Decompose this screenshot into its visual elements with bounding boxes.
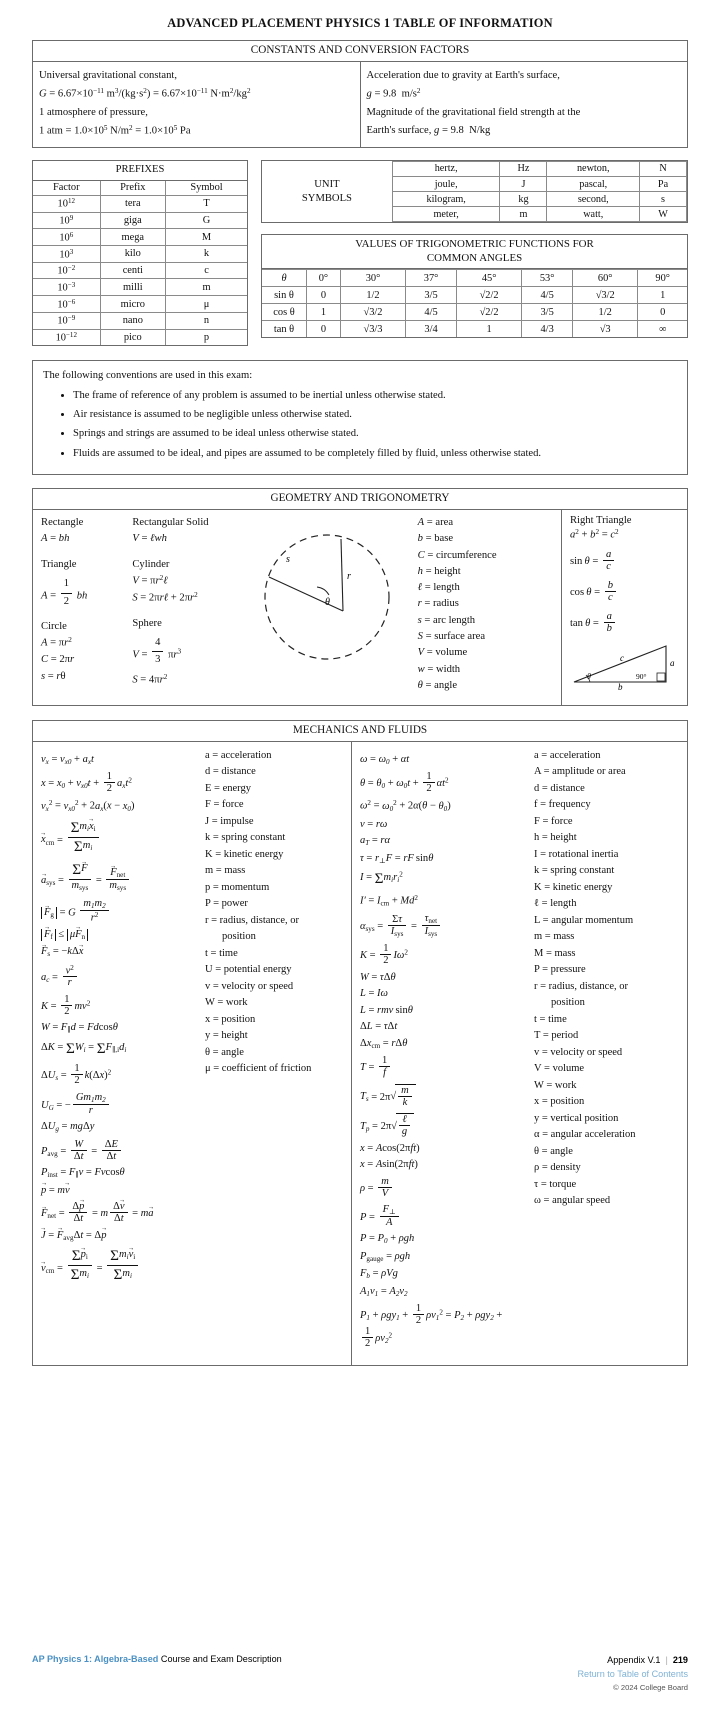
definition-item: ρ = density: [534, 1162, 581, 1174]
table-row: [262, 321, 687, 338]
definition-item: L = angular momentum: [534, 914, 634, 926]
trig-function: cos θ: [262, 304, 307, 321]
conventions-box: [32, 360, 688, 475]
constants-right-line-3: Magnitude of the gravitational field strength at the: [366, 106, 581, 118]
unit-symbol: J: [500, 176, 547, 191]
trig-value: 1: [307, 304, 341, 321]
prefixes-header: PREFIXES: [33, 161, 247, 181]
equation: $a_c$ = $\frac{v^2}{r}$: [41, 964, 191, 989]
constants-left-line-3: 1 atmosphere of pressure,: [39, 106, 148, 118]
unit-symbol: m: [500, 207, 547, 222]
equation: $I' = I_{cm} + Md^2$: [360, 893, 418, 908]
prefix-symbol: M: [166, 229, 247, 246]
legend-item: w = width: [417, 663, 461, 675]
equation: $a_T = r\alpha$: [360, 835, 390, 848]
prefix-name: mega: [100, 229, 165, 246]
equation: $\Delta U_s$ = $\frac{1}{2}$ $k(\Delta x)^2$: [41, 1063, 112, 1087]
equation: $F_b = \rho Vg$: [360, 1268, 398, 1281]
right-triangle-sin: sin θ = $\frac{a}{c}$: [570, 549, 680, 572]
equation: ΔL = τΔt: [360, 1021, 398, 1033]
trig-value: √3/3: [340, 321, 405, 338]
triangle-label-theta: θ: [586, 671, 591, 681]
legend-item: A = area: [417, 516, 454, 528]
pythagorean-theorem: $a^2 + b^2 = c^2$: [569, 527, 619, 541]
constants-left-line-1: Universal gravitational constant,: [39, 69, 177, 81]
prefixes-col-prefix: Prefix: [100, 181, 165, 196]
unit-symbols-label-line2: SYMBOLS: [301, 192, 352, 204]
trig-angle: 30°: [340, 270, 405, 287]
table-row: $10^{-12}$ pico p: [33, 329, 247, 345]
mechanics-definitions-linear: [197, 742, 351, 1365]
definition-item: ω = angular speed: [534, 1195, 611, 1207]
unit-name: hertz,: [392, 161, 500, 176]
trig-value: 4/5: [406, 304, 457, 321]
unit-symbol: W: [640, 207, 687, 222]
definition-item: v = velocity or speed: [205, 980, 294, 992]
equation: $\Delta K = \Sigma W_i = \Sigma F_{\parallel,i}d_i$: [41, 1039, 127, 1057]
trig-values-header: [262, 235, 687, 269]
footer-copyright: © 2024 College Board: [613, 1682, 688, 1692]
equation: $x \to_{cm}$ = $\frac{\Sigma m_ix \to_i}{\Sigma m_i}$: [41, 819, 191, 856]
shape-circle: [41, 619, 117, 685]
equation: K = $\frac{1}{2}$ $mv^2$: [41, 993, 91, 1017]
definition-item: p = momentum: [205, 881, 270, 893]
equation: $\tau = r_\perp F$ = rF sinθ: [360, 852, 434, 865]
definition-item: y = height: [205, 1030, 248, 1042]
table-row: [262, 304, 687, 321]
right-triangle-diagram-svg: [570, 638, 680, 690]
equation: $F \to_f \le \mu F \to_n$: [41, 929, 191, 941]
constants-right-line-1: Acceleration due to gravity at Earth's surface,: [366, 69, 560, 81]
prefixes-col-factor: Factor: [53, 182, 80, 194]
definition-item: μ = coefficient of friction: [205, 1063, 312, 1075]
trig-theta-label: θ: [262, 270, 307, 287]
equation: x = Asin(2πft): [360, 1159, 418, 1170]
shape-equation: S = 2πrℓ + $2\pi r^2$: [132, 591, 198, 604]
unit-symbols-label-line1: UNIT: [314, 178, 340, 190]
return-to-toc-link[interactable]: Return to Table of Contents: [577, 1668, 688, 1679]
definition-item: f = frequency: [534, 799, 591, 811]
triangle-label-c: c: [619, 652, 624, 663]
equation: $P_1 + \rho gy_1$ + $\frac{1}{2}$ $\rho v_1^2 = P_2 + \rho gy_2$ + $\frac{1}{2}$ $\rho v_2^2$: [360, 1303, 503, 1350]
unit-name: second,: [547, 192, 640, 207]
trig-value: 0: [307, 287, 341, 304]
geometry-shapes-column-2: [124, 510, 246, 705]
trig-angle: 37°: [406, 270, 457, 287]
definition-item: α = angular acceleration: [534, 1129, 636, 1141]
equation: v = rω: [360, 818, 388, 830]
table-row: $10^{-9}$ nano n: [33, 312, 247, 329]
triangle-label-a: a: [669, 657, 675, 668]
trig-value: 3/5: [522, 304, 573, 321]
trig-angle: 60°: [573, 270, 638, 287]
list-item: • Air resistance is assumed to be negligible unless otherwise stated.: [73, 407, 677, 423]
equation: $\omega^2 = \omega_0^2 + 2\alpha(\theta - \theta_0)$: [360, 799, 451, 814]
definition-item: K = kinetic energy: [205, 848, 284, 860]
list-item: • Fluids are assumed to be ideal, and pipes are assumed to be completely filled by fluid, unless otherwise stated.: [73, 446, 677, 462]
right-triangle-cos: cos θ = $\frac{b}{c}$: [570, 580, 680, 603]
shape-name: Triangle: [41, 558, 77, 570]
shape-equation: A = bh: [41, 533, 70, 545]
equation: P = $\frac{F_\perp}{A}$: [360, 1204, 520, 1228]
trig-value: 0: [307, 321, 341, 338]
definition-item: V = volume: [534, 1063, 585, 1075]
equation: $P_{inst} = F_\parallel v = Fvcos\theta$: [41, 1167, 125, 1180]
shape-equation: V = $\frac{4}{3}$ $\pi r^3$: [132, 636, 182, 665]
definition-item: r = radius, distance, or: [205, 914, 299, 926]
right-triangle-tan: tan θ = $\frac{a}{b}$: [570, 611, 680, 634]
equation: $v_x^2 = v_{x0}^2 + 2a_x(x - x_0)$: [41, 799, 135, 814]
constants-right-column: [361, 62, 688, 147]
footer-right: [577, 1654, 688, 1693]
legend-item: h = height: [417, 565, 461, 577]
equation: $A_1v_1 = A_2v_2$: [360, 1285, 408, 1298]
triangle-label-90deg: 90°: [635, 671, 647, 681]
equation: K = $\frac{1}{2}$ $I\omega^2$: [360, 943, 408, 967]
geometry-header: GEOMETRY AND TRIGONOMETRY: [33, 489, 687, 510]
equation: p → = mv →: [41, 1185, 191, 1196]
equation: $v_x = v_{x0} + a_xt$: [41, 753, 94, 766]
trig-value: √3/2: [340, 304, 405, 321]
prefix-name: nano: [100, 312, 165, 329]
unit-symbol: N: [640, 161, 687, 176]
equation: $W = F_\parallel d = Fdcos\theta$: [41, 1022, 118, 1035]
unit-symbol: Pa: [640, 176, 687, 191]
constants-right-line-2: g = 9.8 $m/s^2$: [366, 86, 421, 100]
definition-item: a = acceleration: [205, 750, 272, 761]
legend-item: C = circumference: [417, 549, 497, 561]
table-row: $10^{-6}$ micro μ: [33, 296, 247, 313]
table-row: $10^{-3}$ milli m: [33, 279, 247, 296]
definition-item: K = kinetic energy: [534, 881, 613, 893]
equation: $F \to_g = G$ $\frac{m_1m_2}{r^2}$: [41, 898, 191, 924]
definition-item: M = mass: [534, 947, 576, 959]
table-row-header: [33, 181, 247, 196]
footer-brand: AP Physics 1: Algebra-Based: [32, 1654, 159, 1665]
unit-name: newton,: [547, 161, 640, 176]
equation: T = $\frac{1}{f}$: [360, 1055, 520, 1078]
equation: $P = P_0 + \rho gh$: [360, 1233, 415, 1246]
definition-item: x = position: [205, 1013, 256, 1025]
equation: L = Iω: [360, 988, 388, 1000]
trig-value: 3/4: [406, 321, 457, 338]
shape-equation: C = 2πr: [41, 654, 75, 666]
equation: ρ = $\frac{m}{V}$: [360, 1176, 520, 1199]
prefix-name: giga: [100, 212, 165, 229]
definition-item: J = impulse: [205, 815, 254, 827]
equation: $x = x_0 + v_{x0}t$ + $\frac{1}{2}$ $a_xt^2$: [41, 770, 132, 794]
prefix-symbol: c: [166, 262, 247, 279]
trig-value: 4/3: [522, 321, 573, 338]
definition-item: k = spring constant: [534, 865, 615, 877]
shape-rectangle: [41, 515, 117, 548]
equation: $v \to_{cm}$ = $\frac{\Sigma p \to_i}{\Sigma m_i}$ = $\frac{\Sigma m_iv \to_i}{\Sigma m_i}$: [41, 1247, 191, 1284]
trig-value: 1: [638, 287, 687, 304]
table-row: [262, 287, 687, 304]
shape-rectangular-solid: [132, 515, 239, 548]
shape-name: Cylinder: [132, 558, 170, 570]
definition-item: r = radius, distance, or: [534, 980, 628, 992]
prefix-name: kilo: [100, 245, 165, 262]
constants-header: CONSTANTS AND CONVERSION FACTORS: [33, 41, 687, 62]
constants-left-line-4: 1 atm = $1.0\times 10^5$ $N/m^2 = 1.0\times 10^5$ Pa: [39, 123, 191, 137]
definition-item: W = work: [534, 1079, 577, 1091]
shape-equation: s = rθ: [41, 670, 66, 682]
geometry-shapes-column-1: [33, 510, 124, 705]
conventions-intro: The following conventions are used in this exam:: [43, 370, 253, 382]
table-row: [262, 161, 687, 176]
equation: $\Delta U_g = mg\Delta y$: [41, 1121, 95, 1134]
shape-name: Circle: [41, 620, 67, 632]
prefixes-col-symbol: Symbol: [166, 181, 247, 196]
table-row: $10^6$ mega M: [33, 229, 247, 246]
definition-item: E = energy: [205, 782, 251, 794]
trig-values-table: [261, 234, 688, 338]
prefix-name: centi: [100, 262, 165, 279]
shape-name: Rectangle: [41, 516, 84, 528]
page-footer: [32, 1654, 688, 1693]
definition-item: d = distance: [534, 782, 585, 794]
trig-header-line2: COMMON ANGLES: [426, 251, 523, 264]
conventions-list: [43, 388, 677, 462]
definition-item: θ = angle: [205, 1046, 244, 1058]
definition-item: h = height: [534, 832, 577, 844]
shape-sphere: [132, 616, 239, 689]
prefixes-table: [32, 160, 248, 347]
table-row: $10^{12}$ tera T: [33, 195, 247, 212]
equation: x = Acos(2πft): [360, 1142, 420, 1154]
equation: $\theta = \theta_0 + \omega_0t$ + $\frac{1}{2}$ $\alpha t^2$: [360, 770, 449, 794]
equation: $\alpha_{sys}$ = $\frac{\Sigma\tau}{I_{sys}}$ = $\frac{\tau_{net}}{I_{sys}}$: [360, 913, 520, 938]
trig-value: 0: [638, 304, 687, 321]
definition-item: m = mass: [534, 931, 575, 943]
definition-item: A = amplitude or area: [534, 766, 626, 778]
prefix-symbol: T: [166, 195, 247, 212]
table-row-header: [262, 270, 687, 287]
definition-item: θ = angle: [534, 1145, 573, 1157]
unit-name: watt,: [547, 207, 640, 222]
prefix-symbol: G: [166, 212, 247, 229]
equation: $I = \Sigma m_ir_i^2$: [360, 870, 403, 887]
trig-value: 1/2: [340, 287, 405, 304]
prefix-symbol: μ: [166, 296, 247, 313]
prefix-symbol: p: [166, 329, 247, 345]
mechanics-section: [32, 720, 688, 1366]
definition-item: t = time: [205, 947, 238, 959]
arc-label-s: s: [285, 553, 290, 565]
prefix-symbol: k: [166, 245, 247, 262]
list-item: • Springs and strings are assumed to be ideal unless otherwise stated.: [73, 426, 677, 442]
unit-symbol: kg: [500, 192, 547, 207]
trig-value: √3/2: [573, 287, 638, 304]
definition-item: k = spring constant: [205, 832, 286, 844]
definition-item: t = time: [534, 1013, 567, 1025]
shape-equation: $A = \pi r^2$: [41, 636, 72, 649]
unit-name: joule,: [392, 176, 500, 191]
equation: $P_{gauge} = \rho gh$: [360, 1250, 411, 1263]
table-row: $10^9$ giga G: [33, 212, 247, 229]
equation: $T_s = 2\pi√$ $\frac{m}{k}$: [360, 1084, 520, 1108]
prefix-name: tera: [100, 195, 165, 212]
equation: $\omega = \omega_0 + \alpha t$: [360, 753, 410, 766]
definition-item: ℓ = length: [534, 898, 577, 910]
equation: $P_{avg}$ = $\frac{W}{\Delta t}$ = $\frac{\Delta E}{\Delta t}$: [41, 1139, 191, 1162]
angle-label-theta: θ: [324, 596, 330, 608]
legend-item: θ = angle: [417, 680, 458, 692]
definition-item: P = power: [205, 898, 248, 910]
equation: $U_G$ = − $\frac{Gm_1m_2}{r}$: [41, 1092, 191, 1116]
geometry-section: [32, 488, 688, 706]
trig-function: sin θ: [262, 287, 307, 304]
legend-item: ℓ = length: [417, 582, 460, 594]
right-triangle-title: Right Triangle: [569, 514, 632, 526]
trig-value: √3: [573, 321, 638, 338]
shape-triangle: [41, 557, 117, 610]
shape-cylinder: [132, 557, 239, 607]
footer-appendix: Appendix V.1: [607, 1655, 661, 1666]
geometry-legend: [410, 510, 561, 705]
table-row: $10^3$ kilo k: [33, 245, 247, 262]
circle-diagram-svg: [255, 515, 403, 680]
unit-symbol: Hz: [500, 161, 547, 176]
equation: J → = $F \to_{avg}\Delta t = \Delta p$ →: [41, 1230, 191, 1242]
definition-item: v = velocity or speed: [534, 1046, 623, 1058]
shape-equation: A = $\frac{1}{2}$ bh: [41, 578, 88, 607]
definition-item: P = pressure: [534, 964, 586, 976]
equation: L = rmv sinθ: [360, 1004, 413, 1016]
circle-arc-diagram: [247, 510, 410, 705]
definition-item-continuation: position: [222, 931, 256, 943]
prefix-name: micro: [100, 296, 165, 313]
trig-value: 3/5: [406, 287, 457, 304]
footer-appendix-line: Appendix V.1 | 219: [607, 1655, 688, 1666]
definition-item: m = mass: [205, 865, 246, 877]
constants-table: [32, 40, 688, 148]
definition-item: x = position: [534, 1096, 585, 1108]
trig-header-line1: VALUES OF TRIGONOMETRIC FUNCTIONS FOR: [355, 238, 594, 251]
radius-label-r: r: [346, 570, 351, 582]
shape-equation: V = ℓwh: [132, 533, 167, 545]
definition-item: d = distance: [205, 766, 256, 778]
trig-angle: 90°: [638, 270, 687, 287]
footer-left: [32, 1654, 282, 1693]
legend-item: r = radius: [417, 598, 459, 610]
trig-value: ∞: [638, 321, 687, 338]
definition-item: F = force: [534, 815, 573, 827]
triangle-label-b: b: [617, 681, 623, 690]
trig-value: 4/5: [522, 287, 573, 304]
definition-item: I = rotational inertia: [534, 848, 619, 860]
trig-value: √2/2: [456, 287, 521, 304]
equation: $T_p = 2\pi√$ $\frac{\text{ℓ}}{g}$: [360, 1113, 520, 1137]
constants-left-line-2: $G = 6.67\times 10^{-11}$ $m^3/(kg\cdot s^2) = 6.67\times 10^{-11}$ $N\cdot m^2/kg^2$: [39, 86, 251, 100]
unit-symbol: s: [640, 192, 687, 207]
definition-item: τ = torque: [534, 1178, 577, 1190]
definition-item: F = force: [205, 799, 244, 811]
definition-item: W = work: [205, 997, 248, 1009]
footer-page-number: 219: [672, 1655, 688, 1666]
list-item: • The frame of reference of any problem is assumed to be inertial unless otherwise stated.: [73, 388, 677, 404]
definition-item: T = period: [534, 1030, 579, 1042]
shape-equation: $S = 4\pi r^2$: [132, 673, 168, 686]
unit-symbols-table: [261, 160, 688, 224]
equation: $F \to_{net}$ = $\frac{\Delta p \to}{\Delta t}$ = m $\frac{\Delta v \to}{\Delta t}$ = ma →: [41, 1201, 191, 1224]
right-triangle-section: [561, 510, 687, 705]
legend-item: s = arc length: [417, 614, 476, 626]
table-row: $10^{-2}$ centi c: [33, 262, 247, 279]
trig-value: 1/2: [573, 304, 638, 321]
prefix-name: milli: [100, 279, 165, 296]
prefix-symbol: m: [166, 279, 247, 296]
legend-item: S = surface area: [417, 631, 486, 643]
mechanics-definitions-rotational: [526, 742, 687, 1365]
shape-name: Rectangular Solid: [132, 516, 209, 528]
definition-item: y = vertical position: [534, 1112, 619, 1124]
prefix-symbol: n: [166, 312, 247, 329]
constants-left-column: [33, 62, 361, 147]
constants-right-line-4: Earth's surface, g = 9.8 N/kg: [366, 124, 491, 136]
mechanics-header: MECHANICS AND FLUIDS: [33, 721, 687, 742]
legend-item: V = volume: [417, 647, 468, 659]
unit-name: meter,: [392, 207, 500, 222]
unit-name: pascal,: [547, 176, 640, 191]
trig-value: 1: [456, 321, 521, 338]
definition-item: U = potential energy: [205, 964, 292, 976]
shape-equation: $V = \pi r^2\ell$: [132, 574, 168, 587]
mechanics-equations-linear: [33, 742, 197, 1365]
equation: $a \to_{sys}$ = $\frac{\Sigma F \to}{m_{sys}}$ = $\frac{F \to_{net}}{m_{sys}}$: [41, 861, 191, 892]
equation: $\Delta x_{cm} = r\Delta\theta$: [360, 1037, 408, 1050]
equation: $F \to_s = -k\Delta x$ →: [41, 946, 191, 958]
footer-course-text: Course and Exam Description: [160, 1654, 282, 1665]
page-title: ADVANCED PLACEMENT PHYSICS 1 TABLE OF INFORMATION: [167, 16, 553, 30]
legend-item: b = base: [417, 533, 454, 545]
equation: W = τΔθ: [360, 971, 396, 983]
trig-value: √2/2: [456, 304, 521, 321]
shape-name: Sphere: [132, 618, 162, 630]
mechanics-equations-rotational: [351, 742, 526, 1365]
trig-angle: 45°: [456, 270, 521, 287]
prefix-name: pico: [100, 329, 165, 345]
definition-item-continuation: position: [551, 997, 585, 1009]
trig-angle: 0°: [307, 270, 341, 287]
trig-angle: 53°: [522, 270, 573, 287]
definition-item: a = acceleration: [534, 750, 601, 761]
unit-symbols-label: [262, 161, 392, 222]
unit-name: kilogram,: [392, 192, 500, 207]
trig-function: tan θ: [262, 321, 307, 338]
